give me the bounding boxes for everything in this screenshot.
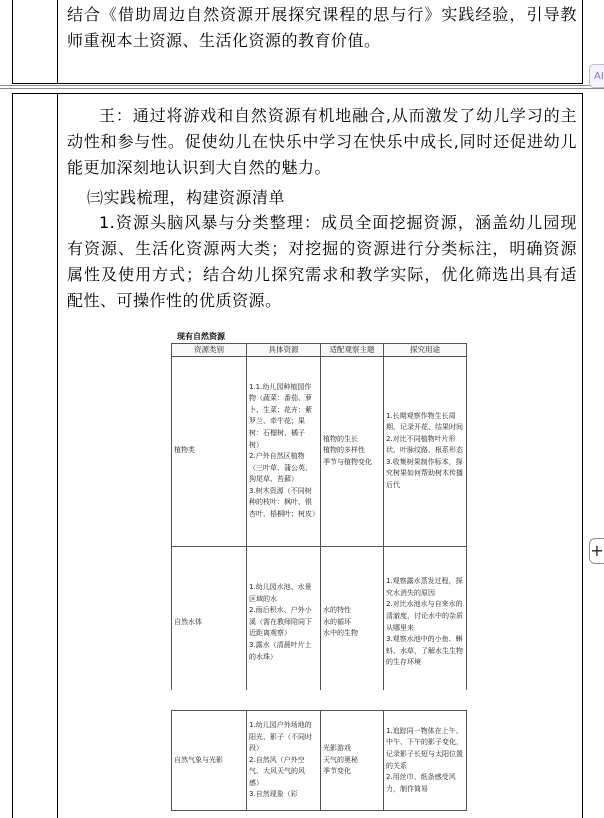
table-caption: 现有自然资源 [177,332,225,341]
cell-themes: 植物的生长 植物的多样性 季节与植物变化 [321,356,384,546]
wang-paragraph: 王：通过将游戏和自然资源有机地融合,从而激发了幼儿学习的主动性和参与性。促使幼儿在快乐中学习在快乐中成长,同时还促进幼儿能更加深刻地认识到大自然的魅力。 [67,106,577,177]
table-header-row [172,344,467,357]
add-button[interactable]: + [589,538,604,564]
cell-themes: 水的特性 水的循环 水中的生物 [321,546,384,699]
page-gap-line [0,85,604,86]
page-gap-line-2 [0,88,604,89]
cell-category: 自然水体 [172,546,247,699]
row-bottom-border [12,83,583,84]
header-themes: 适配观察主题 [321,344,384,357]
outer-border-right-2 [582,93,583,818]
image-gap [171,690,477,710]
cell-uses: 1.观察露水蒸发过程，探究水消失的原因 2.对比水池水与自来水的清澈度，讨论水中的杂质从哪里来 3.观察水池中的小鱼、蝌蚪、水草，了解水生生物的生存环境 [384,546,467,699]
outer-border-left [12,0,13,83]
header-resources: 具体资源 [247,344,321,357]
resource-table [171,343,467,700]
table-row [172,356,467,546]
practice-heading: ㈢实践梳理，构建资源清单 [87,188,286,207]
table-row [172,711,467,811]
table-row [172,546,467,699]
cell-resources: 1.幼儿园户外场地的阳光、影子（不同时段） 2.自然风（户外空气、大风天气的风感） 3.自然现象（彩 [247,711,321,811]
header-uses: 探究用途 [384,344,467,357]
outer-border-right [582,0,583,83]
cell-uses: 1.追踪同一物体在上午、中午、下午的影子变化，记录影子长短与太阳位置的关系 2.用丝巾、纸条感受风力，制作简易 [384,711,467,811]
cell-themes: 光影游戏 天气的奥秘 季节变化 [321,711,384,811]
cell-resources: 1.幼儿园水池、水景区域的水 2.雨后积水、户外小溪（需在教师陪同下近距离观察） 3.露水（清晨叶片上的水珠） [247,546,321,699]
ai-side-tab[interactable]: AI [589,64,604,88]
cell-category: 自然气象与光影 [172,711,247,811]
header-category: 资源类别 [172,344,247,357]
column-divider-2 [57,93,58,818]
cell-category: 植物类 [172,356,247,546]
column-divider [57,0,58,83]
cell-uses: 1.长期观察作物生长周期，记录开花、结果时间 2.对比不同植物叶片形状、叶脉纹路、根系形态 3.收集树果制作标本，探究树果如何帮助树木传播后代 [384,356,467,546]
resource-table-continued [171,710,467,811]
resource-brainstorm-paragraph: 1.资源头脑风暴与分类整理：成员全面挖掘资源，涵盖幼儿园现有资源、生活化资源两大类；对挖掘的资源进行分类标注，明确资源属性及使用方式；结合幼儿探究需求和教学实际，优化筛选出具有适配性、可操作性的优质资源。 [67,213,577,310]
outer-border-left-2 [12,93,13,818]
row-top-border [12,93,583,94]
section1-paragraph: 结合《借助周边自然资源开展探究课程的思与行》实践经验，引导教师重视本土资源、生活化资源的教育价值。 [67,5,577,50]
cell-resources: 1.1.幼儿园种植园作物（蔬菜：番茄、萝卜、生菜；花卉：紫罗兰、牵牛花；果树：石榴树、橘子树） 2.户外自然区植物（三叶草、蒲公英、狗尾草、苔藓） 3.树木资源（不同树种的枝叶：枫叶、银杏叶、梧桐叶；树皮） [247,356,321,546]
